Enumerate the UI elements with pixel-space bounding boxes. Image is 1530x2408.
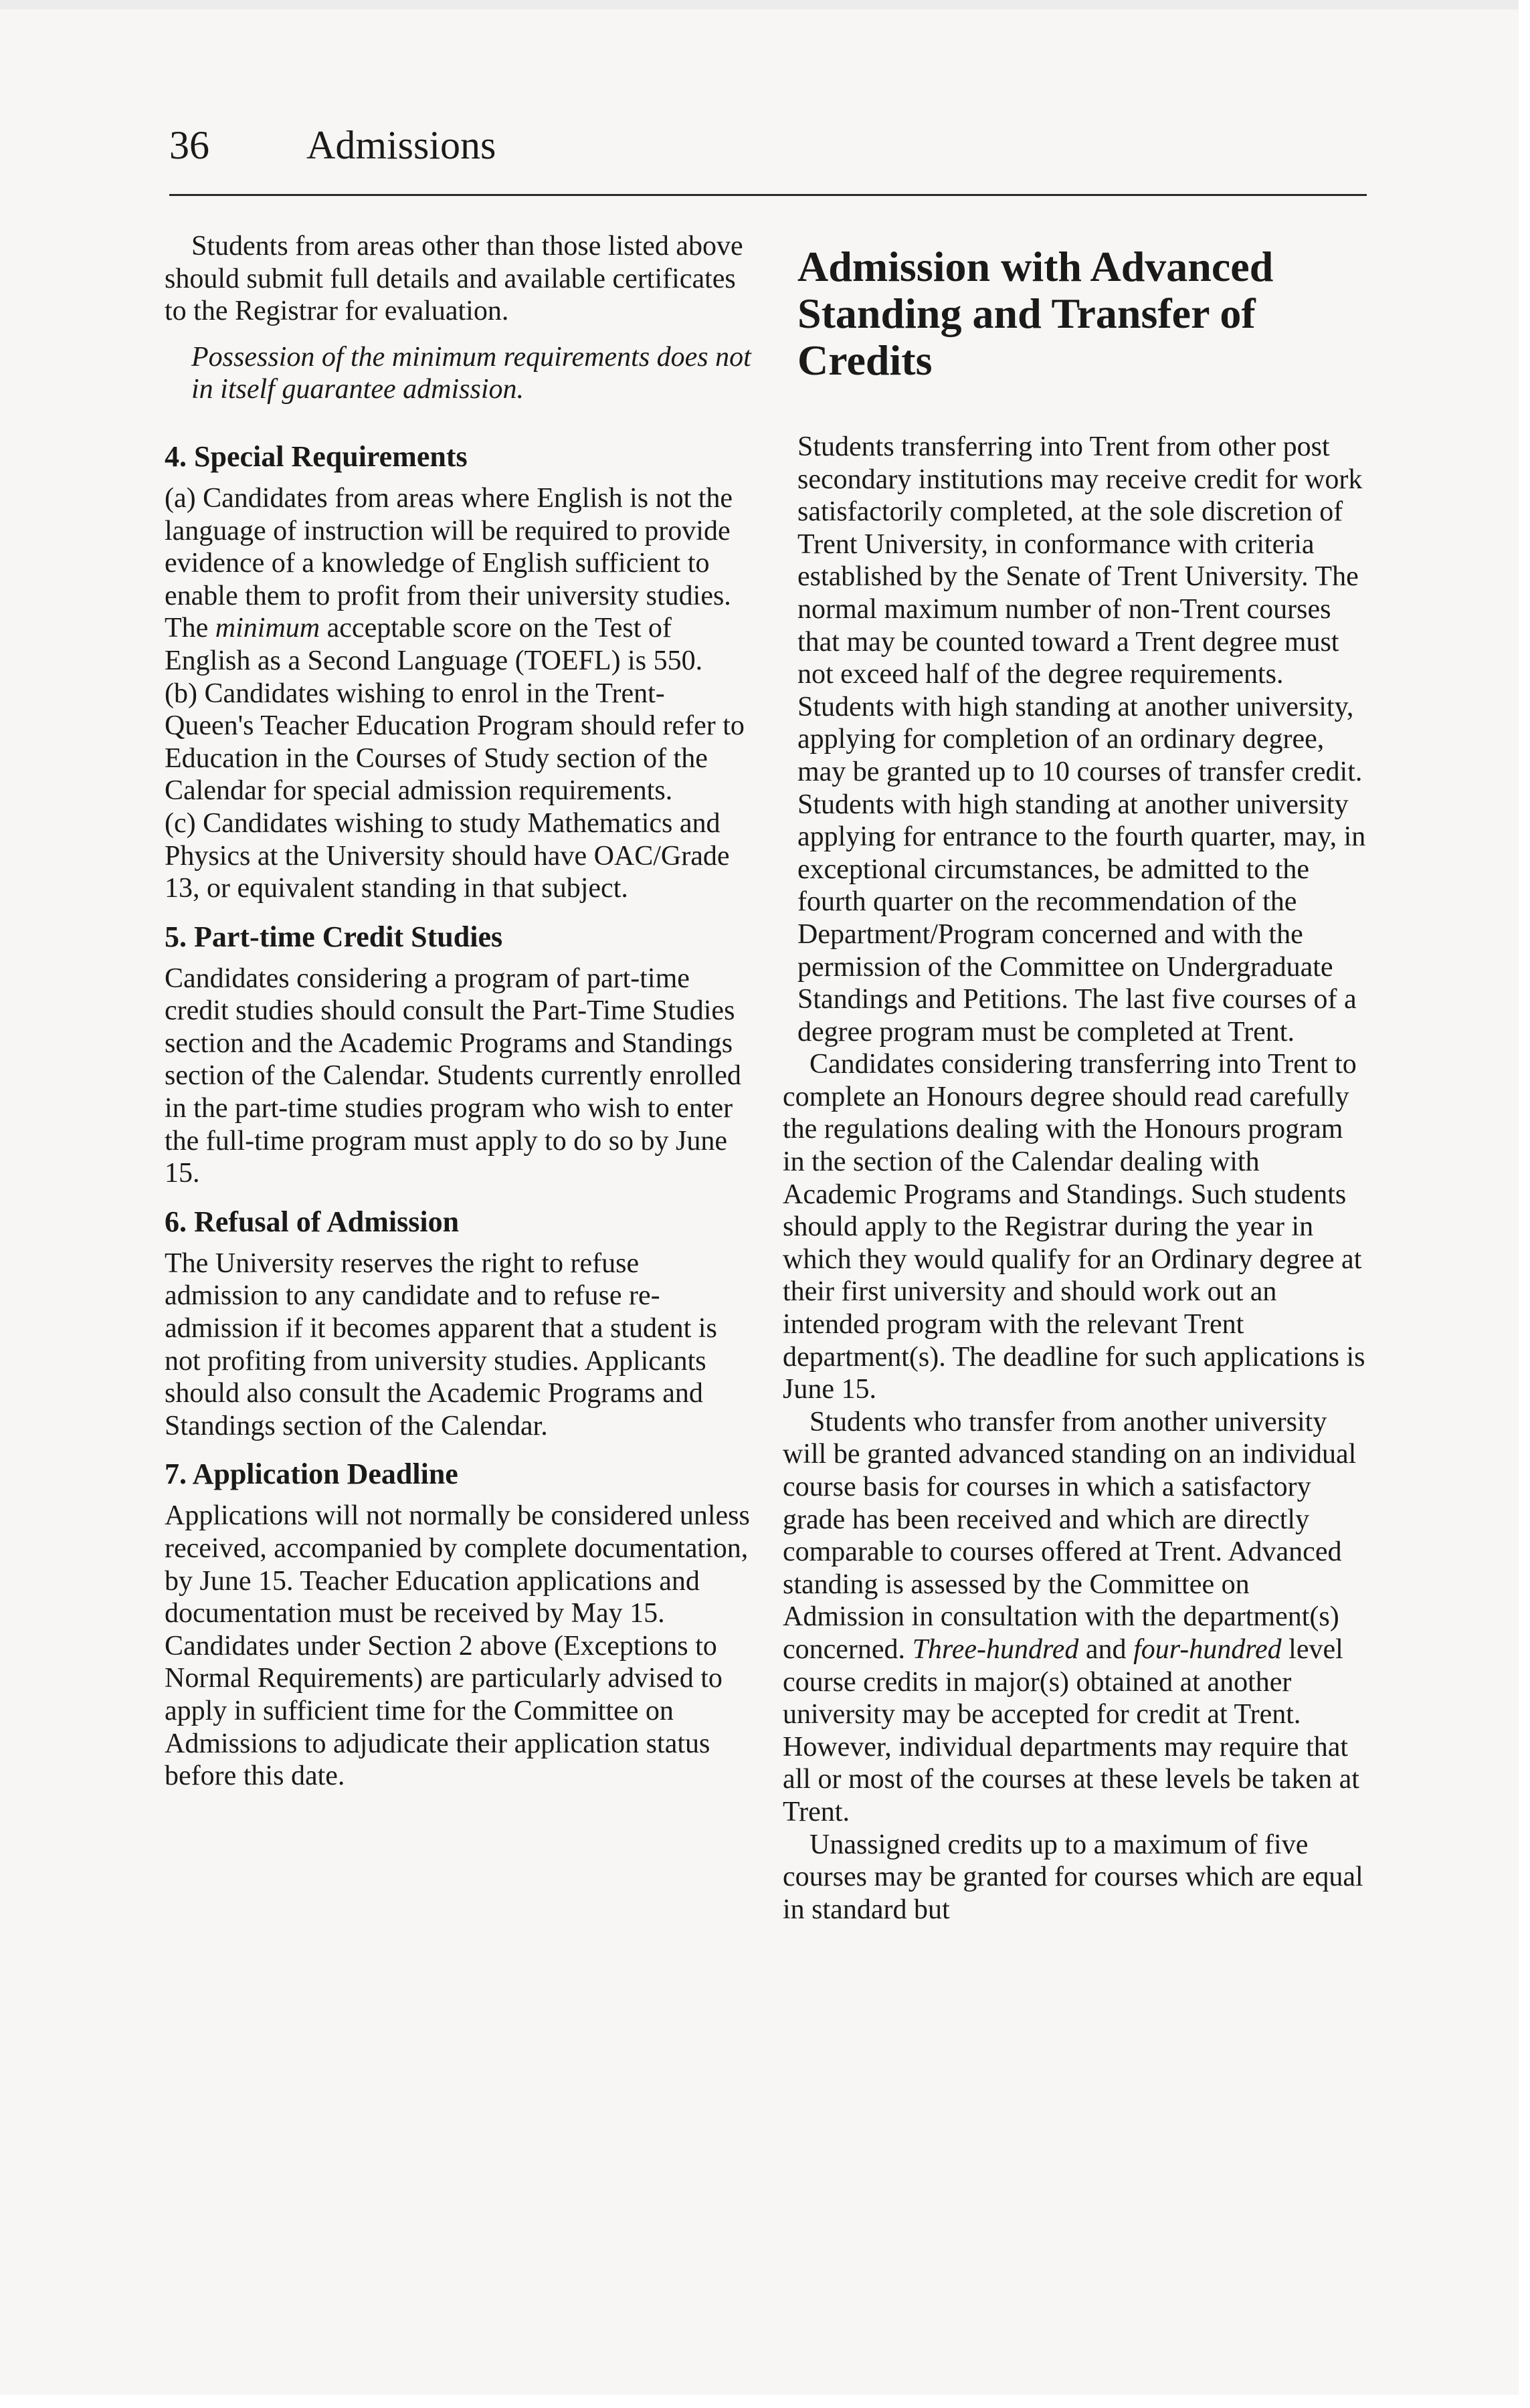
transfer-paragraph-1: Students transferring into Trent from other post secondary institutions may receive credit for work satisfactorily completed, at the sole discretion of Trent University, in conformance with criteria established by the Senate of Trent University. The normal maximum number of non-Trent courses that may be counted toward a Trent degree must not exceed half of the degree requirements. Students with high standing at another university, applying for completion of an ordinary degree, may be granted up to 10 courses of transfer credit. Students with high standing at another university applying for entrance to the fourth quarter, may, in exceptional circumstances, be admitted to the fourth quarter on the recommendation of the Department/Program concerned and with the permission of the Committee on Undergraduate Standings and Petitions. The last five courses of a degree program must be completed at Trent. bbox=[797, 431, 1366, 1047]
transfer-paragraph-2: Candidates considering transferring into Trent to complete an Honours degree should read carefully the regulations dealing with the Honours program in the section of the Calendar dealing with Academic Programs and Standings. Such students should apply to the Registrar during the year in which they would qualify for an Ordinary degree at their first university and should work out an intended program with the relevant Trent department(s). The deadline for such applications is June 15. bbox=[783, 1049, 1365, 1405]
deadline-paragraph: Applications will not normally be considered unless received, accompanied by complete documentation, by June 15. Teacher Education applications and documentation must be received by May 15. Candidates under Section 2 above (Exceptions to Normal Requirements) are particularly advised to apply in sufficient time for the Committee on Admissions to adjudicate their application status before this date. bbox=[165, 1500, 750, 1792]
special-req-c: (c) Candidates wishing to study Mathematics and Physics at the University should have OAC/Grade 13, or equivalent standing in that subject. bbox=[165, 807, 730, 904]
heading-special-requirements: 4. Special Requirements bbox=[165, 439, 468, 473]
refusal-paragraph: The University reserves the right to refuse admission to any candidate and to refuse re-admission if it becomes apparent that a student is not profiting from university studies. Applicants should also consult the Academic Programs and Standings section of the Calendar. bbox=[165, 1247, 717, 1441]
transfer-paragraph-4: Unassigned credits up to a maximum of five courses may be granted for courses which are equal in standard but bbox=[783, 1829, 1363, 1925]
transfer-paragraph-3: Students who transfer from another university will be granted advanced standing on an individual course basis for courses in which a satisfactory grade has been received and which are directly comparable to courses offered at Trent. Advanced standing is assessed by the Committee on Admission in consultation with the department(s) concerned. Three-hundred and four-hundred level course credits in major(s) obtained at another university may be accepted for credit at Trent. However, individual departments may require that all or most of the courses at these levels be taken at Trent. bbox=[783, 1406, 1359, 1827]
left-column bbox=[165, 230, 753, 1793]
heading-part-time: 5. Part-time Credit Studies bbox=[165, 920, 503, 953]
heading-deadline: 7. Application Deadline bbox=[165, 1458, 458, 1491]
special-req-a: (a) Candidates from areas where English is not the language of instruction will be required to provide evidence of a knowledge of English sufficient to enable them to profit from their university studies. The minimum acceptable score on the Test of English as a Second Language (TOEFL) is 550. bbox=[165, 482, 733, 676]
heading-refusal: 6. Refusal of Admission bbox=[165, 1205, 460, 1238]
part-time-paragraph: Candidates considering a program of part-time credit studies should consult the Part-Time Studies section and the Academic Programs and Standings section of the Calendar. Students currently enrolled in the part-time studies program who wish to enter the full-time program must apply to do so by June 15. bbox=[165, 963, 741, 1189]
header-rule bbox=[169, 194, 1367, 196]
intro-paragraph: Students from areas other than those listed above should submit full details and available certificates to the Registrar for evaluation. bbox=[165, 231, 743, 327]
page-number: 36 bbox=[169, 123, 209, 167]
right-column bbox=[783, 230, 1371, 1926]
special-req-b: (b) Candidates wishing to enrol in the Trent-Queen's Teacher Education Program should refer to Education in the Courses of Study section of the Calendar for special admission requirements. bbox=[165, 678, 745, 807]
section-title: Admissions bbox=[306, 123, 496, 167]
page-header bbox=[169, 122, 496, 169]
heading-advanced-standing: Admission with Advanced Standing and Transfer of Credits bbox=[797, 243, 1274, 384]
requirements-note: Possession of the minimum requirements does not in itself guarantee admission. bbox=[191, 341, 751, 405]
